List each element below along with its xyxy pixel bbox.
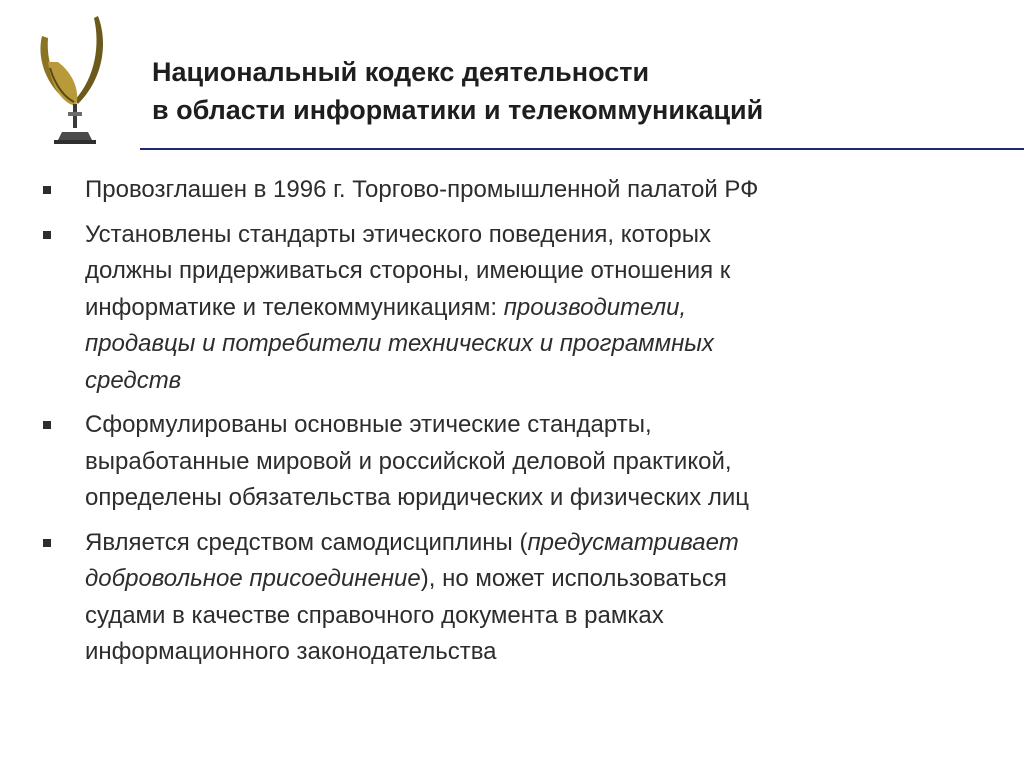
bullet-4-line-2 xyxy=(85,561,980,598)
square-bullet-icon xyxy=(43,539,51,547)
bullet-3-line-1: Сформулированы основные этические стандарты, xyxy=(85,411,652,438)
bullet-2-line-1: Установлены стандарты этического поведения, которых xyxy=(85,220,712,248)
bullet-4-line-4: информационного законодательства xyxy=(85,638,497,665)
bullet-item-2 xyxy=(40,217,980,400)
bullet-4-line-1-italic: предусматривает xyxy=(527,528,739,556)
bullet-1-line-1: Провозглашен в 1996 г. Торгово-промышленной палатой РФ xyxy=(85,176,759,203)
bullet-2-line-4: продавцы и потребители технических и программных xyxy=(85,330,714,357)
bullet-list xyxy=(40,172,980,679)
bullet-3-line-3: определены обязательства юридических и физических лиц xyxy=(85,484,750,511)
bullet-4-line-1 xyxy=(85,525,980,562)
bullet-4-line-3: судами в качестве справочного документа в рамках xyxy=(85,601,664,629)
slide-title-line-1: Национальный кодекс деятельности xyxy=(152,57,650,87)
bullet-4-line-2-plain: ), но может использоваться xyxy=(420,565,727,592)
slide-title-line-2: в области информатики и телекоммуникаций xyxy=(152,95,764,125)
square-bullet-icon xyxy=(43,186,51,194)
bullet-3-line-2: выработанные мировой и российской деловой практикой, xyxy=(85,447,732,475)
bullet-item-3 xyxy=(40,407,980,517)
square-bullet-icon xyxy=(43,421,51,429)
bullet-4-line-2-italic: добровольное присоединение xyxy=(85,565,421,592)
bullet-2-line-3 xyxy=(85,290,980,327)
square-bullet-icon xyxy=(43,231,51,239)
bullet-2-line-3-plain: информатике и телекоммуникациям: xyxy=(85,293,504,321)
title-underline xyxy=(140,148,1024,150)
slide-title xyxy=(152,53,763,129)
bullet-2-line-5: средств xyxy=(85,366,182,394)
goblet-emblem-icon xyxy=(28,12,124,148)
bullet-2-line-3-italic: производители, xyxy=(503,293,687,321)
bullet-2-line-2: должны придерживаться стороны, имеющие отношения к xyxy=(85,257,731,284)
bullet-item-4 xyxy=(40,525,980,671)
bullet-4-line-1-plain: Является средством самодисциплины ( xyxy=(85,528,528,556)
bullet-item-1 xyxy=(40,172,980,209)
